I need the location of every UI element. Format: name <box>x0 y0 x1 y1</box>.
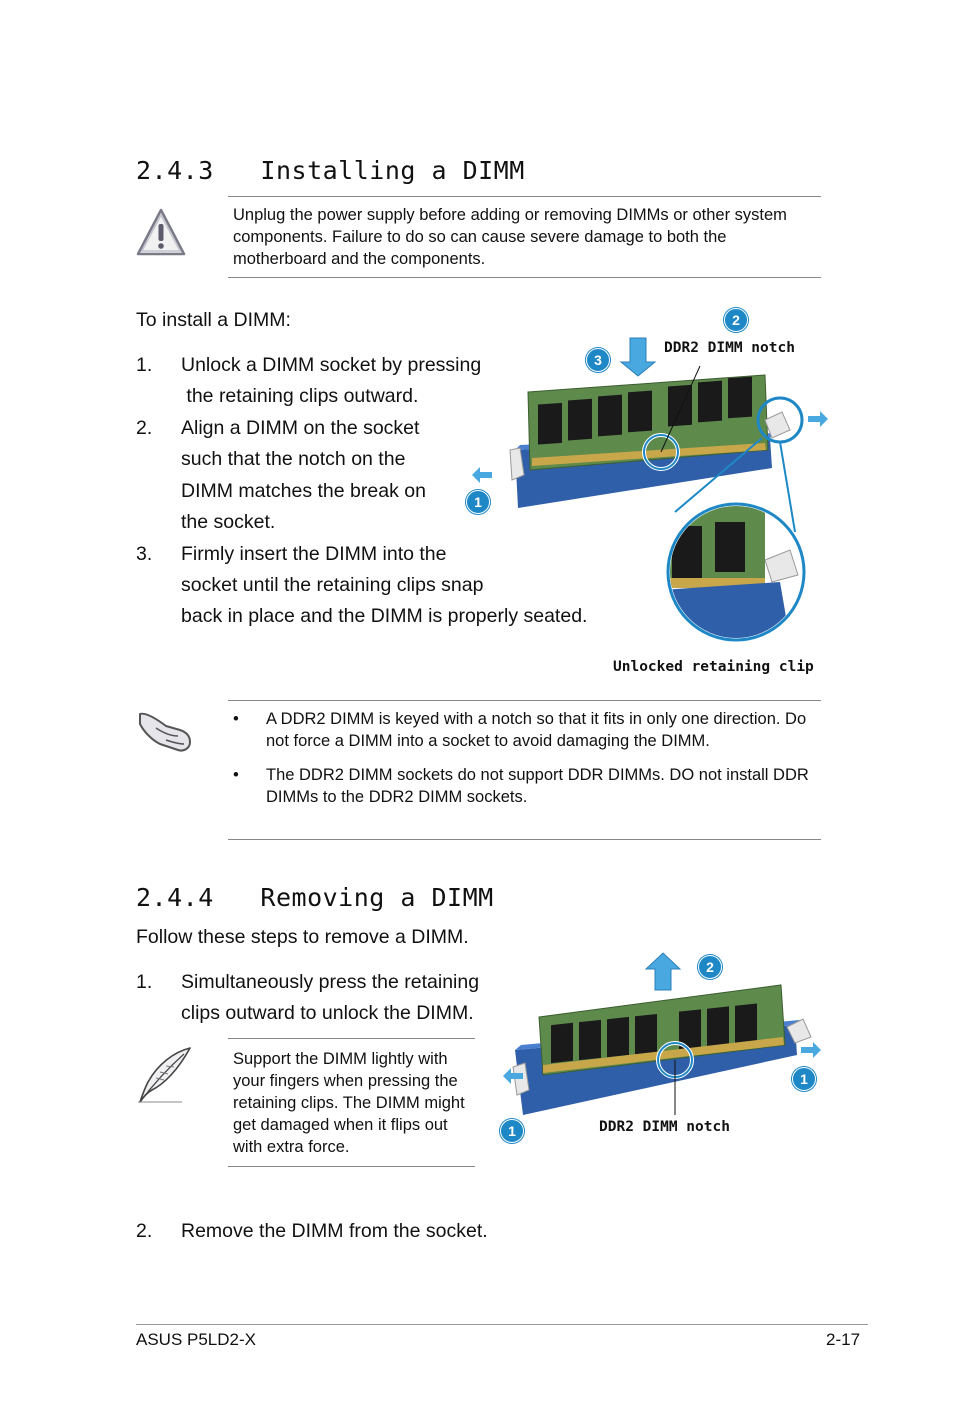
tip-text: Support the DIMM lightly with your fingers when pressing the retaining clips. The DIMM might get damaged when it flips out with extra force. <box>233 1050 465 1156</box>
callout-badge: 2 <box>698 955 722 979</box>
footer-divider <box>136 1324 868 1325</box>
divider <box>228 839 821 840</box>
step-text-line: clips outward to unlock the DIMM. <box>181 1002 474 1024</box>
intro-text: Follow these steps to remove a DIMM. <box>136 926 469 948</box>
warning-icon <box>136 206 188 258</box>
pointing-hand-icon <box>136 706 196 756</box>
callout-badge: 1 <box>792 1067 816 1091</box>
divider <box>228 700 821 701</box>
page-number: 2-17 <box>826 1330 861 1349</box>
callout-badge: 2 <box>724 308 748 332</box>
step-text-line: back in place and the DIMM is properly seated. <box>181 605 588 627</box>
dimm-remove-illustration <box>495 945 830 1145</box>
step-number: 2. <box>136 1220 153 1242</box>
step-text-line: such that the notch on the <box>181 448 406 470</box>
notch-label: DDR2 DIMM notch <box>664 340 795 356</box>
footer-product: ASUS P5LD2-X <box>136 1330 256 1349</box>
step-number: 3. <box>136 543 153 565</box>
step-text-line: Align a DIMM on the socket <box>181 417 420 439</box>
callout-badge: 3 <box>586 348 610 372</box>
divider <box>228 1038 475 1039</box>
step-text-line: Remove the DIMM from the socket. <box>181 1220 488 1242</box>
caution-text: Unplug the power supply before adding or removing DIMMs or other system components. Failure to do so can cause severe damage to both the motherboard and the components. <box>233 206 787 268</box>
step-text-line: Unlock a DIMM socket by pressing <box>181 354 482 376</box>
notes-list <box>228 708 813 820</box>
divider <box>228 1166 475 1167</box>
callout-badge: 1 <box>466 490 490 514</box>
step-number: 1. <box>136 971 153 993</box>
notch-label: DDR2 DIMM notch <box>599 1119 730 1135</box>
divider <box>228 196 821 197</box>
step-text-line: DIMM matches the break on <box>181 480 426 502</box>
note-item: • The DDR2 DIMM sockets do not support DDR DIMMs. DO not install DDR DIMMs to the DDR2 DIMM sockets. <box>228 764 813 808</box>
step-text-line: Firmly insert the DIMM into the <box>181 543 447 565</box>
section-heading-remove: 2.4.4 Removing a DIMM <box>136 883 494 912</box>
quill-icon <box>134 1046 194 1106</box>
step-text-line: the retaining clips outward. <box>181 385 419 407</box>
callout-badge: 1 <box>500 1119 524 1143</box>
step-number: 2. <box>136 417 153 439</box>
divider <box>228 277 821 278</box>
step-text-line: the socket. <box>181 511 276 533</box>
intro-text: To install a DIMM: <box>136 309 291 331</box>
step-number: 1. <box>136 354 153 376</box>
note-item: • A DDR2 DIMM is keyed with a notch so that it fits in only one direction. Do not force a DIMM into a socket to avoid damaging the DIMM. <box>228 708 813 752</box>
section-heading-install: 2.4.3 Installing a DIMM <box>136 156 525 185</box>
clip-label: Unlocked retaining clip <box>613 659 814 675</box>
step-text-line: socket until the retaining clips snap <box>181 574 484 596</box>
step-text-line: Simultaneously press the retaining <box>181 971 480 993</box>
